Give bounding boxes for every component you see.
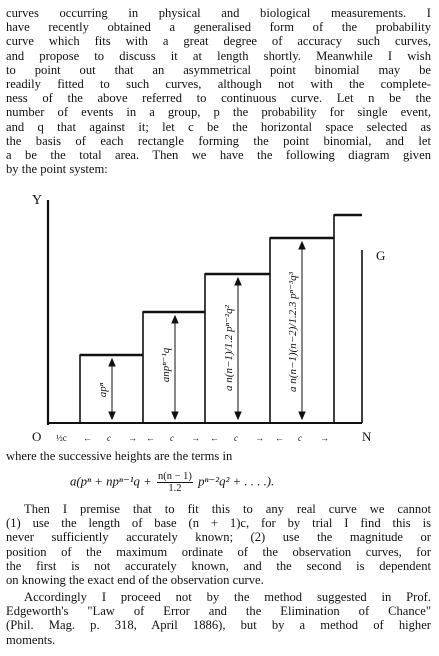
svg-text:→: → (128, 433, 137, 443)
bar-5-outline (334, 215, 362, 423)
bar-top-strokes (80, 215, 362, 355)
para2-line: (1) use the length of base (n + 1)c, for by trial I find this is (6, 516, 431, 531)
paragraph-intro (6, 6, 431, 176)
binomial-formula (70, 471, 274, 494)
bar-1-term: apⁿ (97, 382, 109, 398)
para1-line: to point out that an asymmetrical point binomial may be (6, 62, 431, 77)
bar-term-labels (97, 271, 299, 397)
svg-text:←: ← (275, 433, 284, 443)
para1-line: curve which fits with a great degree of accuracy such curves, (6, 34, 431, 49)
para1-line: curves occurring in physical and biological measurements. I (6, 6, 431, 20)
formula-fraction: $\frac{n(n - 1)}{1.2}$ (157, 471, 192, 494)
para1-line: and q that against it; let c be the horizontal space selected as (6, 119, 431, 134)
bar-rectangles (80, 215, 362, 423)
para1-line: and propose to discuss it at length shortly. Meanwhile I wish (6, 48, 431, 63)
svg-text:→: → (255, 433, 264, 443)
para2-line: never sufficiently accurately known; (2) use the magnitude or (6, 530, 431, 545)
formula-prefix: a(pⁿ + npⁿ⁻¹q + (70, 474, 155, 489)
para1-line: ness of the above referred to continuous curve. Let n be the (6, 91, 431, 106)
bar-2-term: anpⁿ⁻¹q (160, 347, 172, 383)
para3-line: (Phil. Mag. p. 318, April 1886), but by a method of higher (6, 618, 431, 633)
svg-text:→: → (320, 433, 329, 443)
bar-4-term: a n(n−1)(n−2)/1.2.3 pⁿ⁻³q³ (287, 272, 299, 392)
svg-text:←: ← (210, 433, 219, 443)
paragraph-premise (6, 502, 431, 587)
para3-line: Edgeworth's "Law of Error and the Elimination of Chance" (6, 604, 431, 619)
para1-line: number of events in a group, p the probability for single event, (6, 105, 431, 120)
svg-text:c: c (234, 433, 238, 443)
para2-line: on knowing the exact end of the observation curve. (6, 573, 264, 588)
formula-suffix: pⁿ⁻²q² + . . . .). (194, 474, 275, 489)
label-n: N (362, 429, 372, 444)
svg-text:←: ← (146, 433, 155, 443)
svg-text:←: ← (83, 433, 92, 443)
label-y: Y (32, 193, 43, 208)
label-g: G (376, 248, 386, 263)
para1-line: readily fitted to such curves, although not with the complete- (6, 77, 431, 92)
svg-text:c: c (170, 433, 174, 443)
para1-line: have recently obtained a generalised form of the probability (6, 20, 431, 35)
paragraph-method (6, 590, 431, 647)
svg-text:c: c (298, 433, 302, 443)
svg-text:c: c (107, 433, 111, 443)
bar-2-outline (143, 312, 205, 423)
svg-text:½c: ½c (56, 433, 67, 443)
svg-text:→: → (191, 433, 200, 443)
para3-line: Accordingly I proceed not by the method suggested in Prof. (24, 590, 431, 604)
bar-3-term: a n(n−1)/1.2 pⁿ⁻²q² (223, 305, 235, 391)
para3-line: moments. (6, 632, 56, 647)
para2-line: Then I premise that to fit this to any real curve we cannot (24, 502, 431, 516)
para2-line: position of the maximum ordinate of the observation curves, for (6, 544, 431, 559)
para1-line: the basis of each rectangle forming the point binomial, and let (6, 133, 431, 148)
label-o: O (32, 429, 42, 444)
para1-line: a be the total area. Then we have the following diagram given (6, 148, 431, 163)
para2-line: the first is not accurately known, and the second is dependent (6, 558, 431, 573)
point-binomial-diagram (0, 190, 439, 448)
height-arrows (109, 242, 305, 419)
para1-line: by the point system: (6, 162, 108, 177)
base-spacing-markers (56, 433, 329, 443)
after-diagram-text: where the successive heights are the terms in (6, 449, 233, 463)
